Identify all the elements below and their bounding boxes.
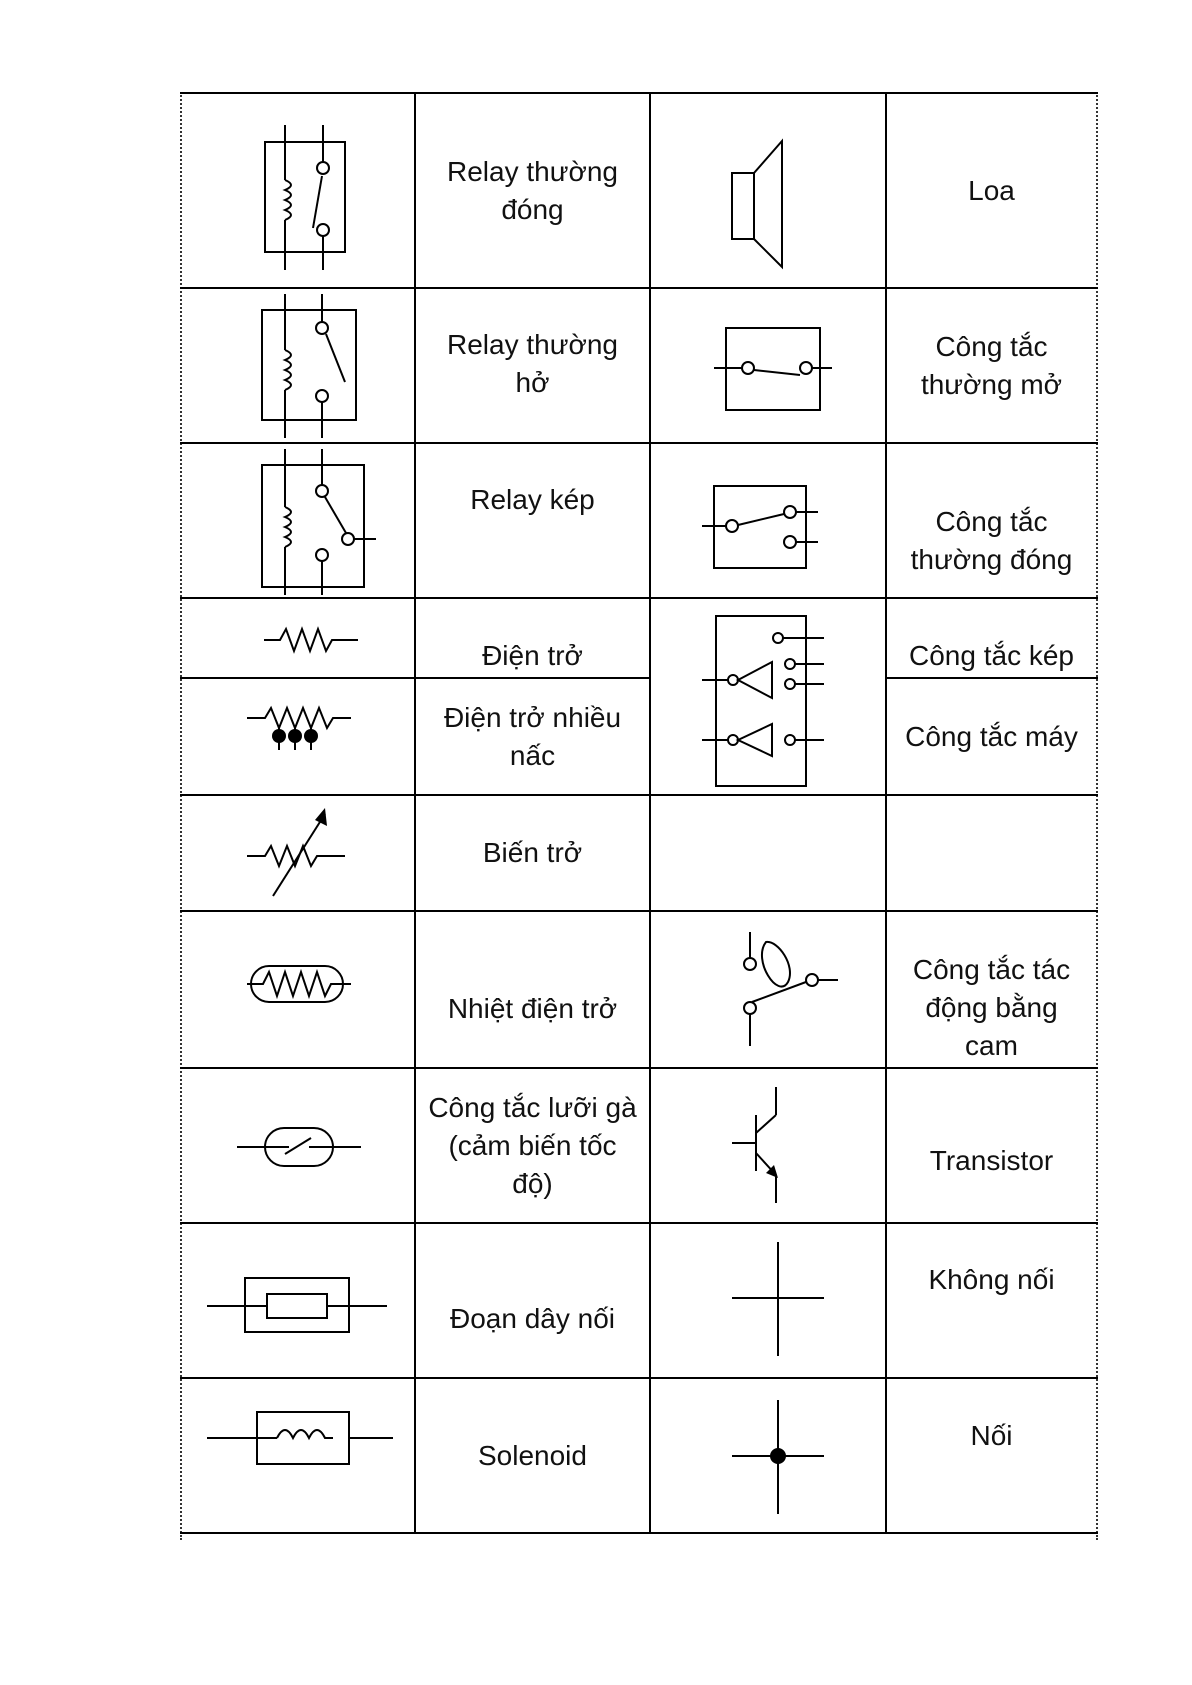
label-switch-nc: Công tắc thường đóng: [910, 505, 1073, 575]
label-reed-switch: Công tắc lưỡi gà (cảm biến tốc độ): [428, 1091, 637, 1199]
label-relay-nc: Relay thường đóng: [447, 155, 618, 225]
relay-double-icon: [250, 447, 390, 597]
label-resistor: Điện trở: [482, 640, 583, 671]
label-ignition-switch: Công tắc máy: [905, 720, 1078, 752]
label-fusible-link: Đoạn dây nối: [449, 1302, 615, 1334]
label-solenoid: Solenoid: [478, 1439, 587, 1471]
wires-not-connected-icon: [730, 1240, 826, 1358]
transistor-icon: [730, 1085, 800, 1205]
variable-resistor-icon: [245, 806, 355, 901]
row-divider-8: [180, 1222, 1098, 1224]
wires-connected-icon: [730, 1398, 826, 1516]
label-relay-no: Relay thường hở: [447, 329, 618, 398]
label-empty: [887, 796, 1096, 910]
column-divider-2: [649, 92, 651, 1532]
relay-normally-open-icon: [250, 292, 370, 442]
row-divider-3: [180, 597, 1098, 599]
label-variable-resistor: Biến trở: [482, 837, 583, 868]
table-right-border: [1096, 92, 1098, 1540]
label-transistor: Transistor: [929, 1145, 1054, 1176]
fusible-link-icon: [205, 1270, 390, 1340]
row-bottom-border: [180, 1532, 1098, 1534]
table-left-border: [180, 92, 182, 1540]
label-thermistor: Nhiệt điện trở: [447, 992, 618, 1024]
multi-tap-resistor-icon: [245, 700, 355, 760]
row-divider-6: [180, 910, 1098, 912]
speaker-icon: [720, 135, 810, 275]
label-switch-no: Công tắc thường mở: [920, 330, 1063, 400]
label-connected: Nối: [970, 1420, 1013, 1451]
reed-switch-icon: [235, 1118, 365, 1178]
switch-normally-closed-icon: [700, 480, 840, 590]
label-cam-switch: Công tắc tác động bằng cam: [912, 953, 1071, 1061]
double-switch-icon: [700, 612, 830, 792]
resistor-icon: [262, 625, 362, 655]
label-multi-tap-resistor: Điện trở nhiều nấc: [443, 701, 622, 771]
thermistor-icon: [245, 960, 355, 1010]
label-speaker: Loa: [968, 174, 1015, 206]
label-relay-double: Relay kép: [470, 484, 595, 515]
relay-normally-closed-icon: [250, 110, 370, 280]
cam-switch-icon: [730, 930, 840, 1050]
switch-normally-open-icon: [708, 320, 838, 420]
label-not-connected: Không nối: [928, 1264, 1055, 1295]
label-double-switch: Công tắc kép: [909, 640, 1074, 671]
row-divider-2: [180, 442, 1098, 444]
solenoid-icon: [205, 1408, 395, 1468]
